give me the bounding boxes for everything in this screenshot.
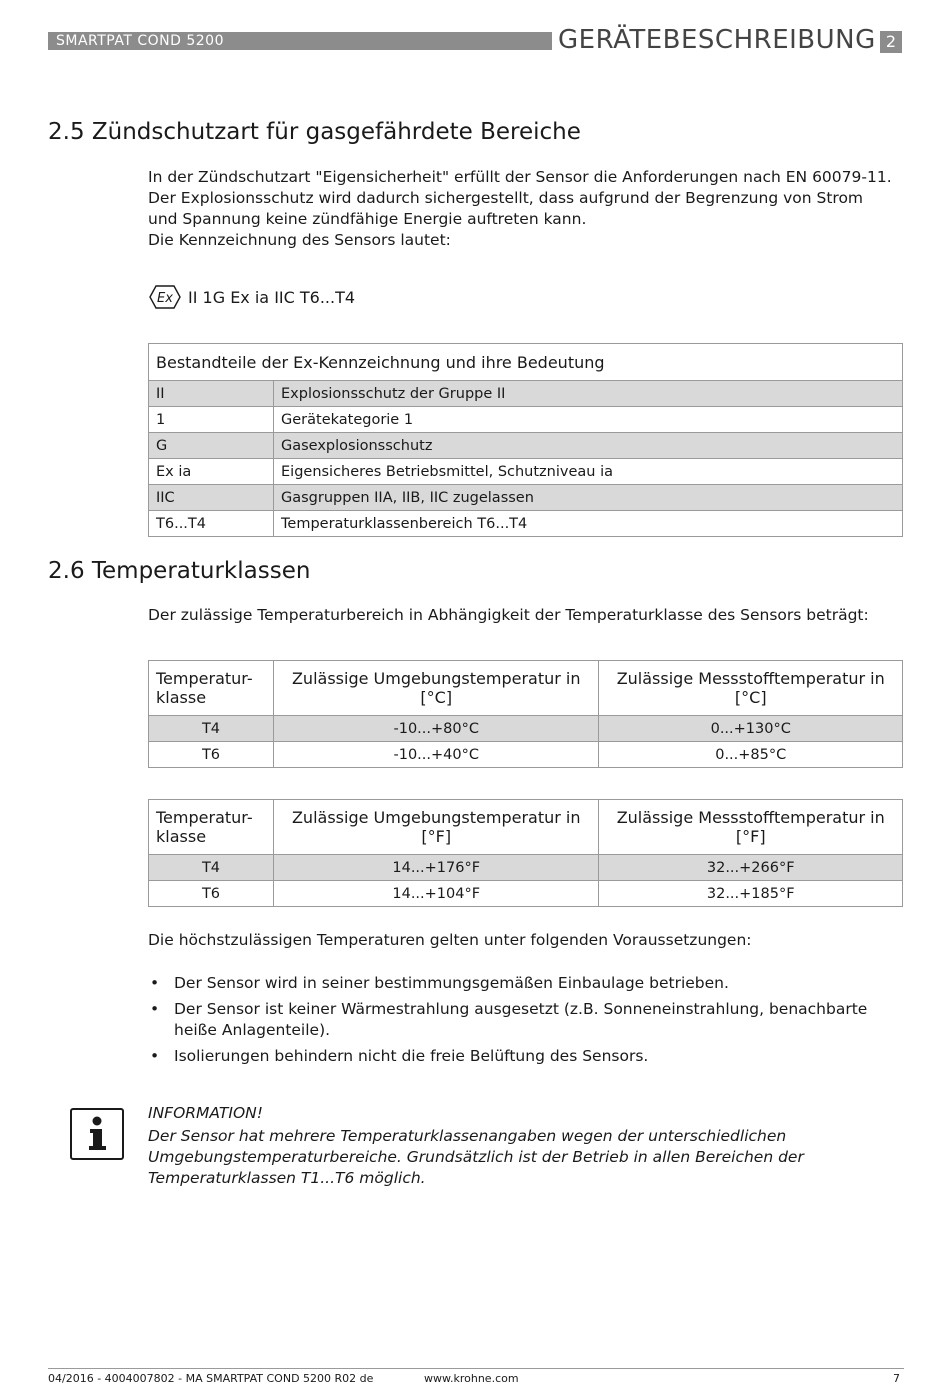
paragraph-line: In der Zündschutzart "Eigensicherheit" erfüllt der Sensor die Anforderungen nach EN 60079-11. [148, 168, 892, 186]
table-header: Zulässige Messstofftemperatur in [°C] [599, 661, 903, 716]
bullet-icon: • [150, 1000, 160, 1018]
table-cell: 0...+85°C [599, 742, 903, 768]
table-row [149, 855, 903, 881]
table-row [149, 511, 903, 537]
table-row [149, 485, 903, 511]
table-cell: 14...+176°F [274, 855, 599, 881]
paragraph-line: und Spannung keine zündfähige Energie auftreten kann. [148, 210, 587, 228]
ex-code: T6...T4 [149, 511, 274, 537]
table-cell: 32...+266°F [599, 855, 903, 881]
ex-code: Ex ia [149, 459, 274, 485]
conditions-intro: Die höchstzulässigen Temperaturen gelten unter folgenden Voraussetzungen: [148, 931, 752, 949]
footer-website[interactable]: www.krohne.com [424, 1372, 519, 1385]
paragraph-line: Die Kennzeichnung des Sensors lautet: [148, 231, 451, 249]
table-row [149, 881, 903, 907]
conditions-list [148, 973, 898, 1072]
ex-marking [148, 284, 355, 310]
ex-meaning: Gasgruppen IIA, IIB, IIC zugelassen [274, 485, 903, 511]
section-heading-2-5: 2.5 Zündschutzart für gasgefährdete Bereiche [48, 119, 581, 145]
bullet-icon: • [150, 1047, 160, 1065]
footer-page-number: 7 [893, 1372, 900, 1385]
ex-meaning: Explosionsschutz der Gruppe II [274, 381, 903, 407]
table-header: Zulässige Umgebungstemperatur in [°C] [274, 661, 599, 716]
section-2-5-paragraph [148, 167, 908, 251]
table-row [149, 716, 903, 742]
table-cell: 0...+130°C [599, 716, 903, 742]
svg-text:Ex: Ex [157, 291, 173, 306]
ex-meaning: Gasexplosionsschutz [274, 433, 903, 459]
ex-meaning: Gerätekategorie 1 [274, 407, 903, 433]
table-cell: 14...+104°F [274, 881, 599, 907]
list-item: • Der Sensor wird in seiner bestimmungsgemäßen Einbaulage betrieben. [150, 974, 729, 992]
paragraph-line: Der Explosionsschutz wird dadurch sichergestellt, dass aufgrund der Begrenzung von Strom [148, 189, 864, 207]
ex-code: G [149, 433, 274, 459]
info-icon [70, 1108, 124, 1160]
ex-table-caption: Bestandteile der Ex-Kennzeichnung und ihre Bedeutung [149, 344, 903, 381]
ex-code: 1 [149, 407, 274, 433]
table-cell: 32...+185°F [599, 881, 903, 907]
table-row [149, 742, 903, 768]
table-row [149, 459, 903, 485]
temperature-intro: Der zulässige Temperaturbereich in Abhängigkeit der Temperaturklasse des Sensors beträgt: [148, 606, 869, 624]
table-row [149, 433, 903, 459]
ex-marking-text: II 1G Ex ia IIC T6...T4 [188, 287, 356, 307]
ex-meaning: Temperaturklassenbereich T6...T4 [274, 511, 903, 537]
ex-code: II [149, 381, 274, 407]
info-text: Der Sensor hat mehrere Temperaturklassenangaben wegen der unterschiedlichen Umgebungstemperaturbereiche. Grundsätzlich ist der Betrieb in allen Bereichen der Temperaturklassen T1...T6 möglich. [148, 1127, 804, 1187]
table-cell: -10...+80°C [274, 716, 599, 742]
header-chapter-number: 2 [880, 31, 902, 53]
ex-hexagon-icon [148, 284, 182, 310]
section-heading-2-6: 2.6 Temperaturklassen [48, 558, 311, 584]
table-cell: T4 [149, 855, 274, 881]
table-cell: T6 [149, 881, 274, 907]
table-header: Zulässige Umgebungstemperatur in [°F] [274, 800, 599, 855]
table-header: Temperatur- klasse [149, 800, 274, 855]
table-header: Temperatur- klasse [149, 661, 274, 716]
bullet-icon: • [150, 974, 160, 992]
header-product: SMARTPAT COND 5200 [48, 32, 552, 50]
table-cell: T4 [149, 716, 274, 742]
ex-meaning: Eigensicheres Betriebsmittel, Schutzniveau ia [274, 459, 903, 485]
table-row [149, 407, 903, 433]
list-item: • Isolierungen behindern nicht die freie Belüftung des Sensors. [150, 1047, 649, 1065]
ex-marking-table [148, 343, 903, 537]
table-header: Zulässige Messstofftemperatur in [°F] [599, 800, 903, 855]
table-cell: T6 [149, 742, 274, 768]
header-section-title: GERÄTEBESCHREIBUNG [558, 25, 876, 55]
footer-doc-ref: 04/2016 - 4004007802 - MA SMARTPAT COND 5200 R02 de [48, 1372, 374, 1385]
table-row [149, 381, 903, 407]
temperature-table-fahrenheit [148, 799, 903, 907]
info-title: INFORMATION! [148, 1104, 263, 1122]
table-cell: -10...+40°C [274, 742, 599, 768]
footer-divider [48, 1368, 904, 1369]
ex-code: IIC [149, 485, 274, 511]
temperature-table-celsius [148, 660, 903, 768]
list-item: • Der Sensor ist keiner Wärmestrahlung ausgesetzt (z.B. Sonneneinstrahlung, benachbarte heiße Anlagenteile). [150, 1000, 868, 1039]
